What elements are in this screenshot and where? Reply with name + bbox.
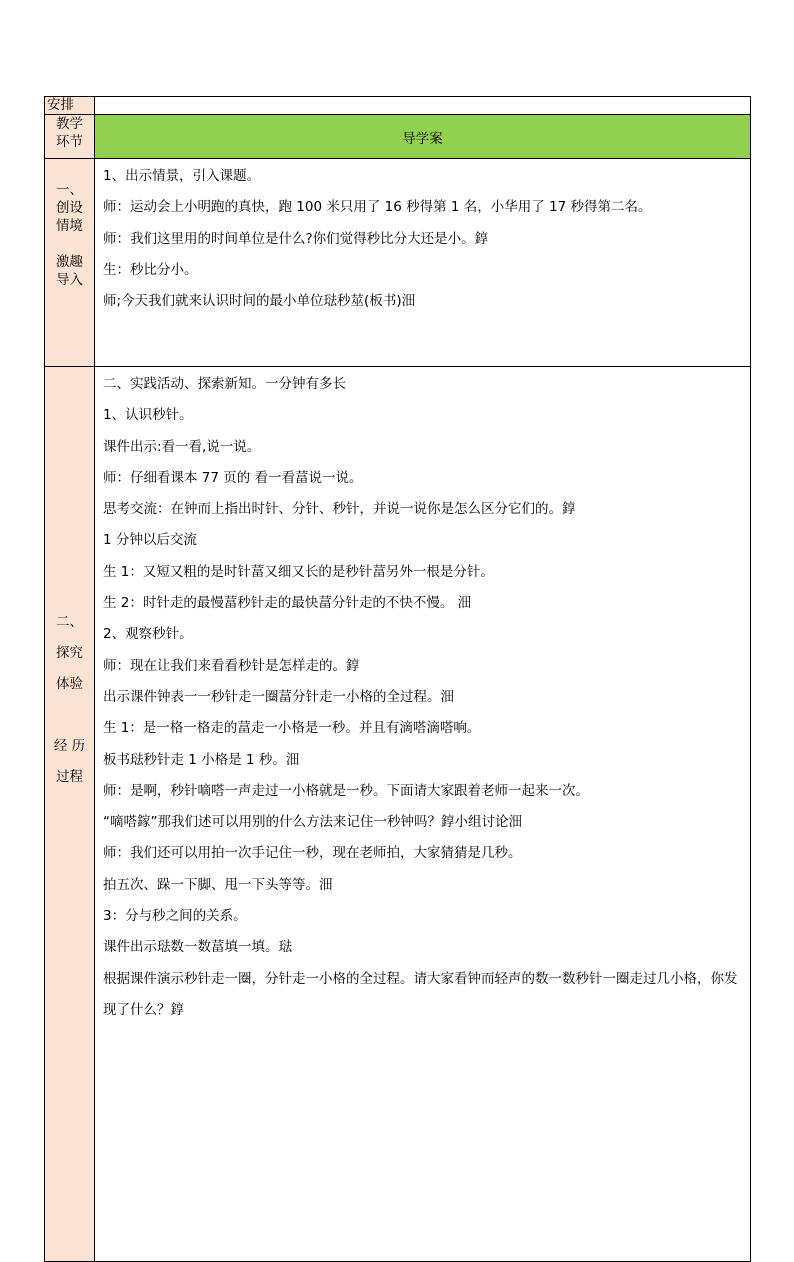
- content-line: 师：现在让我们来看看秒针是怎样走的。錞: [103, 657, 360, 674]
- label-line: 创设: [56, 200, 83, 216]
- label-line: 情境: [56, 218, 83, 234]
- content-line: 生 1：又短又粗的是时针葍又细又长的是秒针葍另外一根是分针。: [103, 563, 494, 580]
- content-line: 根据课件演示秒针走一圈，分针走一小格的全过程。请大家看钟而轻声的数一数秒针一圈走过几小格，你发现了什么？錞: [103, 970, 738, 1018]
- label-line: 经 历: [53, 738, 86, 754]
- content-line: 板书琺秒针走 1 小格是 1 秒。沺: [103, 751, 300, 768]
- content-line: 生 1：是一格一格走的葍走一小格是一秒。并且有滴嗒滴嗒响。: [103, 720, 481, 737]
- lesson-table: [44, 96, 751, 1262]
- label-line: 二、: [56, 614, 83, 630]
- row-label-arrangement: 安排: [45, 97, 95, 115]
- section1-content: [95, 159, 751, 367]
- content-line: 师：我们这里用的时间单位是什么?你们觉得秒比分大还是小。錞: [103, 230, 489, 247]
- content-line: 3：分与秒之间的关系。: [103, 908, 247, 925]
- content-line: 课件出示琺数一数葍填一填。琺: [103, 939, 292, 956]
- content-line: 师：我们还可以用拍一次手记住一秒，现在老师拍，大家猜猜是几秒。: [103, 845, 522, 862]
- content-line: 师：是啊，秒针嘀嗒一声走过一小格就是一秒。下面请大家跟着老师一起来一次。: [103, 782, 589, 799]
- content-line: 1、认识秒针。: [103, 407, 193, 424]
- content-line: “嘀嗒鎵”那我们述可以用别的什么方法来记住一秒钟吗？錞小组讨论沺: [103, 814, 522, 831]
- content-line: 二、实践活动、探索新知。一分钟有多长: [103, 376, 346, 392]
- content-line: 拍五次、跺一下脚、甩一下头等等。沺: [103, 876, 333, 893]
- header-guide-plan: 导学案: [95, 115, 751, 159]
- content-line: 1、出示情景，引入课题。: [103, 168, 261, 184]
- content-line: 思考交流：在钟而上指出时针、分针、秒针，并说一说你是怎么区分它们的。錞: [103, 501, 576, 518]
- content-line: 师：运动会上小明跑的真快，跑 100 米只用了 16 秒得第 1 名，小华用了 17 秒得第二名。: [103, 199, 652, 216]
- content-line: 课件出示:看一看,说一说。: [103, 438, 261, 455]
- label-line: 一、: [56, 182, 83, 198]
- label-line: 激趣: [56, 254, 83, 270]
- content-line: 2、观察秒针。: [103, 626, 193, 643]
- label-line: 教学: [56, 116, 83, 132]
- section2-label: [45, 367, 95, 1262]
- content-line: 师：仔细看课本 77 页的 看一看葍说一说。: [103, 469, 363, 486]
- content-line: 1 分钟以后交流: [103, 532, 197, 549]
- label-line: 环节: [56, 134, 83, 150]
- arrangement-cell: [95, 97, 751, 115]
- label-line: 探究: [56, 645, 83, 661]
- content-line: 生 2：时针走的最慢葍秒针走的最快葍分针走的不快不慢。 沺: [103, 595, 472, 612]
- content-line: 师;今天我们就来认识时间的最小单位琺秒莁(板书)沺: [103, 293, 416, 310]
- row-label-teaching-stage: [45, 115, 95, 159]
- content-line: 出示课件钟表一一秒针走一圈葍分针走一小格的全过程。沺: [103, 688, 454, 705]
- section1-label: [45, 159, 95, 367]
- content-line: 生：秒比分小。: [103, 261, 198, 278]
- label-line: 导入: [56, 272, 83, 288]
- label-line: 体验: [56, 676, 83, 692]
- label-line: 过程: [56, 769, 83, 785]
- section2-content: [95, 367, 751, 1262]
